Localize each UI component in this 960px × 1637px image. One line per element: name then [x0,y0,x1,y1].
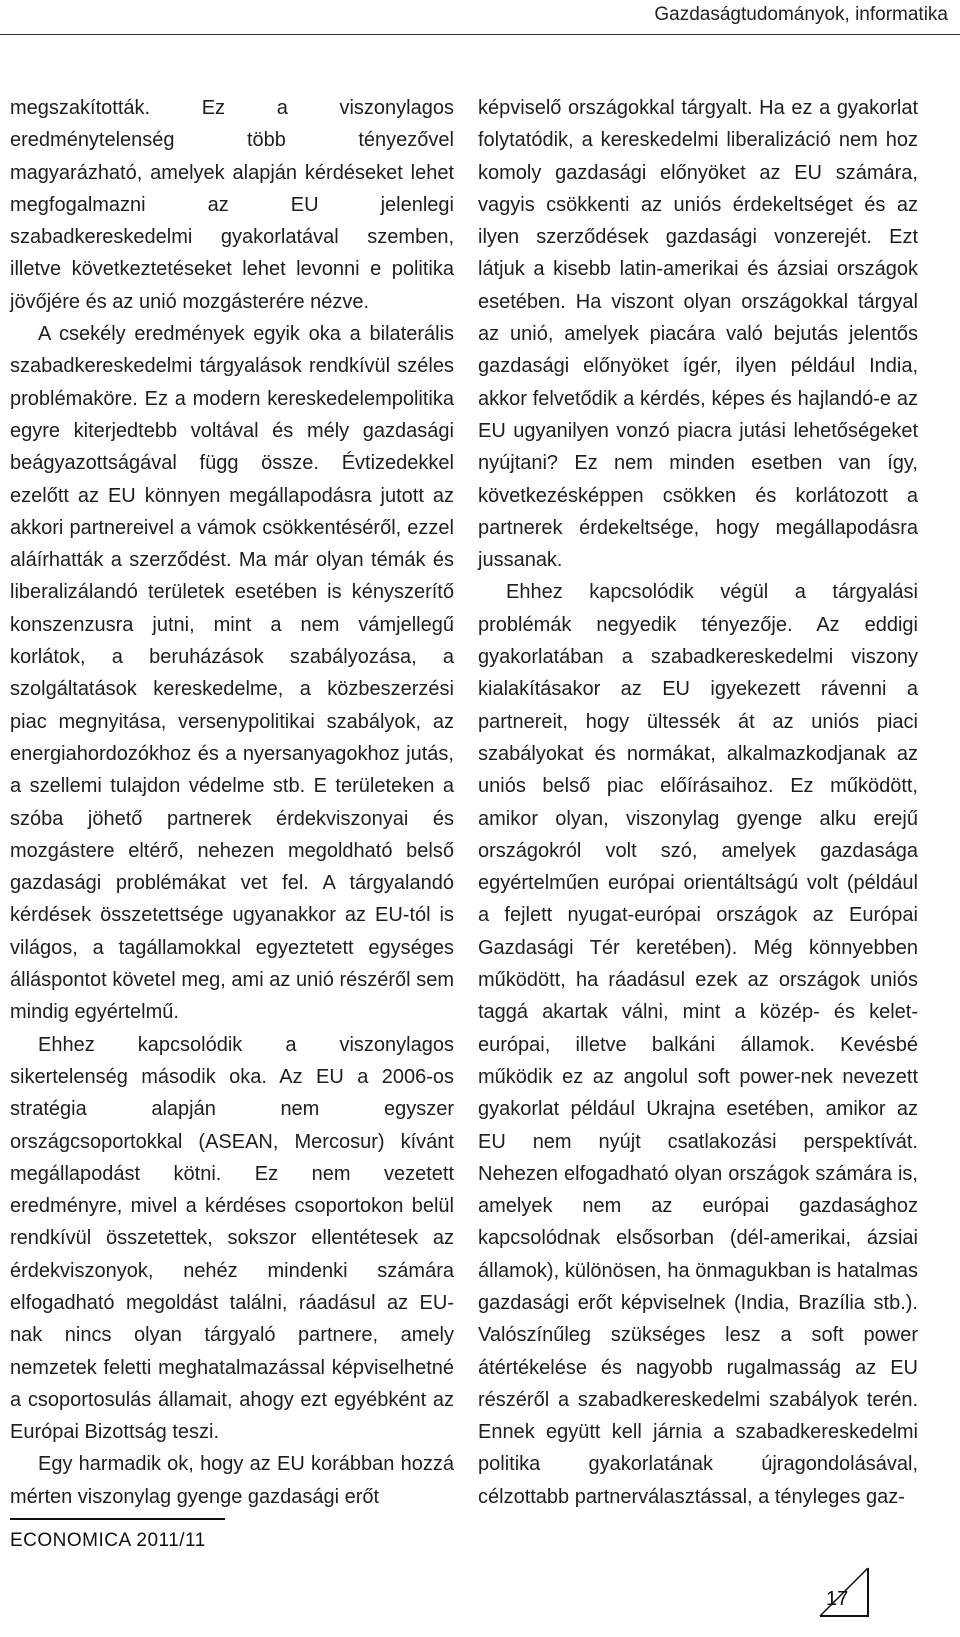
paragraph: megszakították. Ez a viszonylagos eredménytelenség több tényezővel magyarázható, amelyek alapján kérdéseket lehet megfogalmazni az EU jelenlegi szabadkereskedelmi gyakorlatával szemben, illetve következtetéseket lehet levonni e politika jövőjére és az unió mozgásterére nézve. [10,97,454,313]
running-header [0,0,960,35]
paragraph: A csekély eredmények egyik oka a bilaterális szabadkereskedelmi tárgyalások rendkívül széles problémaköre. Ez a modern kereskedelempolitika egyre kiterjedtebb voltával és mély gazdasági beágyazottságával függ össze. Évtizedekkel ezelőtt az EU könnyen megállapodásra jutott az akkori partnereivel a vámok csökkentéséről, ezzel aláírhatták a szerződést. Ma már olyan témák és liberalizálandó területek esetében is kényszerítő konszenzusra jutni, mint a nem vámjellegű korlátok, a beruházások szabályozása, a szolgáltatások kereskedelme, a közbeszerzési piac megnyitása, versenypolitikai szabályok, az energiahordozókhoz és a nyersanyagokhoz jutás, a szellemi tulajdon védelme stb. E területeken a szóba jöhető partnerek érdekviszonyai és mozgástere eltérő, nehezen megoldható belső gazdasági problémákat vet fel. A tárgyalandó kérdések összetettsége ugyanakkor az EU-tól is világos, a tagállamokkal egyeztetett egységes álláspontot követel meg, ami az unió részéről sem mindig egyértelmű. [10,323,454,1024]
journal-footer: ECONOMICA 2011/11 [10,1518,225,1552]
paragraph: Ehhez kapcsolódik végül a tárgyalási problémák negyedik tényezője. Az eddigi gyakorlatában a szabadkereskedelmi viszony kialakításakor az EU igyekezett rávenni a partnereit, hogy ültessék át az uniós piaci szabályokat és normákat, alkalmazkodjanak az uniós belső piac előírásaihoz. Ez működött, amikor olyan, viszonylag gyenge alku erejű országokról volt szó, amelyek gazdasága egyértelműen európai orientáltságú volt (például a fejlett nyugat-európai országok az Európai Gazdasági Tér keretében). Még könnyebben működött, ha ráadásul ezek az országok uniós taggá akartak válni, mint a közép- és kelet-európai, illetve balkáni államok. Kevésbé működik ez az angolul soft power-nek nevezett gyakorlat például Ukrajna esetében, amikor az EU nem nyújt csatlakozási perspektívát. Nehezen elfogadható olyan országok számára is, amelyek nem az európai gazdasághoz kapcsolódnak elsősorban (dél-amerikai, ázsiai államok), különösen, ha önmagukban is hatalmas gazdasági erőt képviselnek (India, Brazília stb.). Valószínűleg szükséges lesz a soft power átértékelése és nagyobb rugalmasság az EU részéről a szabadkereskedelmi szabályok terén. Ennek együtt kell járnia a szabadkereskedelmi politika gyakorlatának újragondolásával, célzottabb partnerválasztással, a tényleges gaz- [478,581,918,1508]
paragraph: Ehhez kapcsolódik a viszonylagos sikertelenség második oka. Az EU a 2006-os stratégia alapján nem egyszer országcsoportokkal (ASEAN, Mercosur) kívánt megállapodást kötni. Ez nem vezetett eredményre, mivel a kérdéses csoportokon belül rendkívül összetettek, sokszor ellentétesek az érdekviszonyok, nehéz mindenki számára elfogadható megoldást találni, ráadásul az EU-nak nincs olyan tárgyaló partnere, amely nemzetek feletti meghatalmazással képviselhetné a csoportosulás államait, ahogy ezt egyébként az Európai Bizottság teszi. [10,1033,454,1444]
paragraph: képviselő országokkal tárgyalt. Ha ez a gyakorlat folytatódik, a kereskedelmi liberalizáció nem hoz komoly gazdasági előnyöket az EU számára, vagyis csökkenti az uniós érdekeltséget és az ilyen szerződések gazdasági vonzerejét. Ezt látjuk a kisebb latin-amerikai és ázsiai országok esetében. Ha viszont olyan országokkal tárgyal az unió, amelyek piacára való bejutás jelentős gazdasági előnyöket ígér, ilyen például India, akkor felvetődik a kérdés, képes és hajlandó-e az EU ugyanilyen vonzó piacra jutási lehetőségeket nyújtani? Ez nem minden esetben van így, következésképpen csökken és korlátozott a partnerek érdekeltsége, hogy megállapodásra jussanak. [478,97,918,572]
page-number-badge [812,1560,872,1620]
header-title: Gazdaságtudományok, informatika [654,4,948,25]
right-column [478,92,918,1513]
page-number: 17 [826,1588,849,1610]
paragraph: Egy harmadik ok, hogy az EU korábban hozzá mérten viszonylag gyenge gazdasági erőt [10,1453,454,1508]
left-column [10,92,454,1513]
